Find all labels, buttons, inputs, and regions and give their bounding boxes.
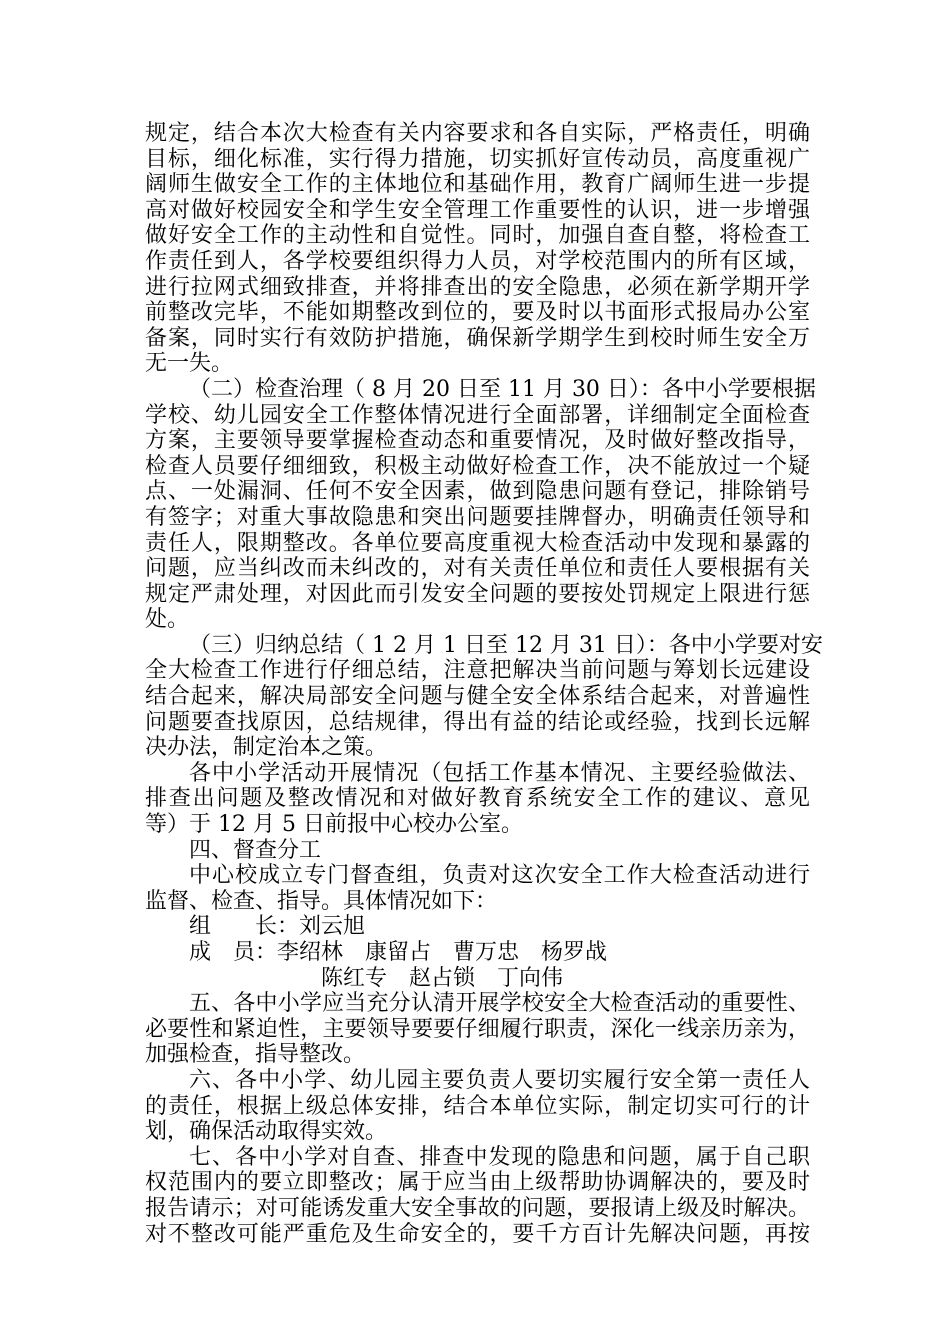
- text-line: 点、一处漏洞、任何不安全因素，做到隐患问题有登记，排除销号: [145, 479, 810, 505]
- text-line: 备案，同时实行有效防护措施，确保新学期学生到校时师生安全万: [145, 325, 810, 351]
- text-line: 陈红专 赵占锁 丁向伟: [321, 965, 564, 991]
- paragraph-inspection-governance: [145, 376, 816, 633]
- paragraph-summary: [145, 632, 823, 761]
- paragraph-item-six: [145, 1068, 810, 1145]
- text-line: 有签字；对重大事故隐患和突出问题要挂牌督办，明确责任领导和: [145, 504, 810, 530]
- text-line: 中心校成立专门督查组，负责对这次安全工作大检查活动进行: [189, 863, 810, 889]
- text-line: 各中小学活动开展情况（包括工作基本情况、主要经验做法、: [189, 760, 810, 786]
- text-line: 排查出问题及整改情况和对做好教育系统安全工作的建议、意见: [145, 786, 810, 812]
- text-line: 组 长：刘云旭: [189, 914, 366, 940]
- text-line: 责任人，限期整改。各单位要高度重视大检查活动中发现和暴露的: [145, 530, 810, 556]
- text-line: 学校、幼儿园安全工作整体情况进行全面部署，详细制定全面检查: [145, 402, 810, 428]
- text-line: 四、督查分工: [189, 837, 322, 863]
- text-line: 处。: [145, 607, 190, 633]
- text-line: 必要性和紧迫性，主要领导要要仔细履行职责，深化一线亲历亲为，: [145, 1016, 810, 1042]
- text-line: 检查人员要仔细细致，积极主动做好检查工作，决不能放过一个疑: [145, 453, 810, 479]
- text-line: 对不整改可能严重危及生命安全的，要千方百计先解决问题，再按: [145, 1221, 810, 1247]
- text-line: 结合起来，解决局部安全问题与健全安全体系结合起来，对普遍性: [145, 684, 810, 710]
- text-line: 划，确保活动取得实效。: [145, 1119, 388, 1145]
- text-line: 五、各中小学应当充分认清开展学校安全大检查活动的重要性、: [189, 991, 810, 1017]
- text-line: 前整改完毕，不能如期整改到位的，要及时以书面形式报局办公室: [145, 300, 810, 326]
- text-line: 加强检查，指导整改。: [145, 1042, 366, 1068]
- text-line: 无一失。: [145, 351, 234, 377]
- text-line: 进行拉网式细致排查，并将排查出的安全隐患，必须在新学期开学: [145, 274, 810, 300]
- text-line: 方案，主要领导要掌握检查动态和重要情况，及时做好整改指导，: [145, 428, 810, 454]
- text-line: 作责任到人，各学校要组织得力人员，对学校范围内的所有区域，: [145, 248, 810, 274]
- paragraph-item-seven: [145, 1145, 810, 1247]
- text-line: 高对做好校园安全和学生安全管理工作重要性的认识，进一步增强: [145, 197, 810, 223]
- text-line: 权范围内的要立即整改；属于应当由上级帮助协调解决的，要及时: [145, 1170, 810, 1196]
- paragraph-supervision: [145, 863, 810, 914]
- text-line: 成 员：李绍林 康留占 曹万忠 杨罗战: [189, 940, 608, 965]
- text-line: 报告请示；对可能诱发重大安全事故的问题，要报请上级及时解决。: [145, 1195, 810, 1221]
- paragraph: [145, 121, 810, 377]
- paragraph-report: [145, 761, 810, 838]
- text-line: 规定，结合本次大检查有关内容要求和各自实际，严格责任，明确: [145, 121, 810, 146]
- text-line: 等）于 12 月 5 日前报中心校办公室。: [145, 812, 523, 838]
- text-line: 七、各中小学对自查、排查中发现的隐患和问题，属于自己职: [189, 1144, 810, 1170]
- text-line: 规定严肃处理，对因此而引发安全问题的要按处罚规定上限进行惩: [145, 581, 810, 607]
- text-line: 六、各中小学、幼儿园主要负责人要切实履行安全第一责任人: [189, 1067, 810, 1093]
- group-members-continued: [145, 966, 810, 992]
- text-line: 做好安全工作的主动性和自觉性。同时，加强自查自整，将检查工: [145, 223, 810, 249]
- section-heading: [145, 838, 810, 864]
- text-line: 的责任，根据上级总体安排，结合本单位实际，制定切实可行的计: [145, 1093, 810, 1119]
- text-line: 问题要查找原因，总结规律，得出有益的结论或经验，找到长远解: [145, 709, 810, 735]
- text-line: 决办法，制定治本之策。: [145, 735, 388, 761]
- text-line: 监督、检查、指导。具体情况如下：: [145, 888, 498, 914]
- group-leader: [145, 914, 810, 940]
- document-page: [145, 121, 823, 1247]
- text-line: 问题，应当纠改而未纠改的，对有关责任单位和责任人要根据有关: [145, 556, 810, 582]
- text-line: （二）检查治理（ 8 月 20 日至 11 月 30 日）：各中小学要根据: [189, 376, 816, 402]
- paragraph-item-five: [145, 991, 810, 1068]
- text-line: （三）归纳总结（ 1 2 月 1 日至 12 月 31 日）：各中小学要对安: [189, 632, 823, 658]
- text-line: 全大检查工作进行仔细总结，注意把解决当前问题与筹划长远建设: [145, 658, 810, 684]
- text-line: 目标，细化标准，实行得力措施，切实抓好宣传动员，高度重视广: [145, 146, 810, 172]
- text-line: 阔师生做安全工作的主体地位和基础作用，教育广阔师生进一步提: [145, 172, 810, 198]
- group-members: [145, 940, 810, 966]
